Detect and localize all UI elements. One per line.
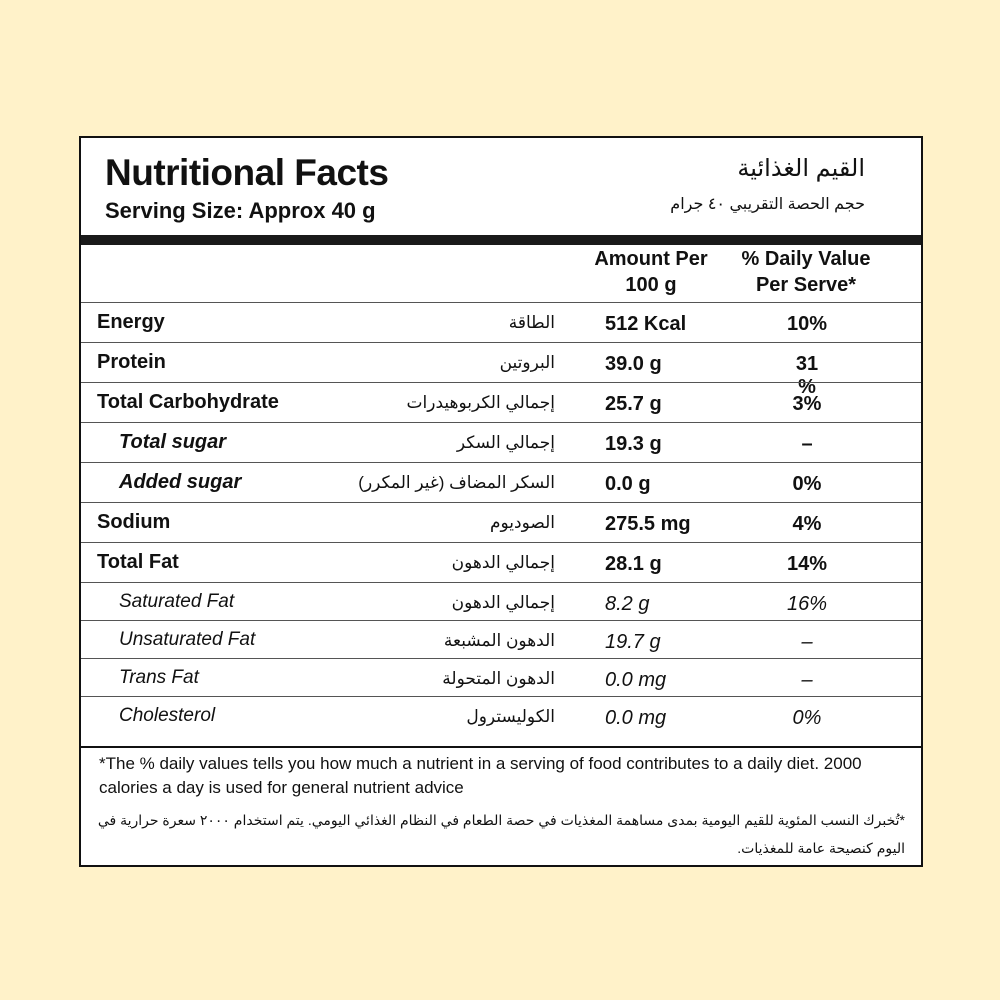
nutrient-amount: 0.0 g xyxy=(605,473,651,495)
amount-header-line2: 100 g xyxy=(625,274,677,296)
nutrient-name-arabic: الطاقة xyxy=(508,313,555,332)
nutrient-daily-value: 4% xyxy=(792,513,822,535)
label-header xyxy=(81,138,921,235)
nutrient-name-english: Trans Fat xyxy=(119,667,199,688)
nutrient-daily-value: – xyxy=(801,669,813,691)
title-arabic: القيم الغذائية xyxy=(737,155,865,182)
nutrient-name-arabic: إجمالي الدهون xyxy=(451,553,555,572)
nutrient-daily-value: 0% xyxy=(792,473,822,495)
nutrient-name-english: Unsaturated Fat xyxy=(119,629,256,650)
nutrient-amount: 25.7 g xyxy=(605,393,662,415)
nutrient-amount: 0.0 mg xyxy=(605,669,667,691)
daily-value-column-header xyxy=(726,246,886,301)
nutrient-daily-value: 3% xyxy=(792,393,822,415)
daily-header-line1: % Daily Value xyxy=(741,248,871,270)
title-english: Nutritional Facts xyxy=(105,152,389,193)
nutrient-name-arabic: إجمالي الكربوهيدرات xyxy=(406,393,555,412)
nutrient-name-arabic: إجمالي السكر xyxy=(456,433,555,452)
nutrient-daily-value: – xyxy=(801,433,813,455)
nutrient-name-english: Saturated Fat xyxy=(119,591,235,612)
nutrient-name-english: Protein xyxy=(97,351,166,373)
table-row xyxy=(81,342,921,398)
nutrient-daily-value: 0% xyxy=(792,707,822,729)
nutrient-name-arabic: السكر المضاف (غير المكرر) xyxy=(358,473,555,492)
table-row xyxy=(81,302,921,343)
nutrient-name-english: Total Carbohydrate xyxy=(97,391,279,413)
nutrient-amount: 19.7 g xyxy=(605,631,661,653)
footnote-english: *The % daily values tells you how much a nutrient in a serving of food contributes to a daily diet. 2000 calories a day is used for general nutrient advice xyxy=(99,754,862,797)
nutrient-amount: 512 Kcal xyxy=(605,313,687,335)
nutrient-name-english: Added sugar xyxy=(119,471,242,493)
nutrient-amount: 39.0 g xyxy=(605,353,662,375)
nutrient-amount: 275.5 mg xyxy=(605,513,691,535)
table-row xyxy=(81,502,921,543)
nutrient-name-english: Total Fat xyxy=(97,551,179,573)
table-row xyxy=(81,462,921,503)
nutrient-name-arabic: الدهون المتحولة xyxy=(442,669,555,688)
amount-column-header xyxy=(581,246,721,301)
nutrient-name-arabic: إجمالي الدهون xyxy=(451,593,555,612)
header-divider xyxy=(81,235,921,245)
table-row xyxy=(81,582,921,621)
nutrient-daily-value: – xyxy=(801,631,813,653)
nutrition-label xyxy=(79,136,923,867)
nutrient-daily-value: 16% xyxy=(787,593,828,615)
table-row xyxy=(81,422,921,463)
nutrient-amount: 28.1 g xyxy=(605,553,662,575)
nutrient-amount: 0.0 mg xyxy=(605,707,667,729)
nutrient-name-arabic: الكوليسترول xyxy=(466,707,555,726)
amount-header-line1: Amount Per xyxy=(594,248,708,270)
nutrient-amount: 19.3 g xyxy=(605,433,662,455)
nutrient-name-arabic: الدهون المشبعة xyxy=(443,631,555,650)
table-row xyxy=(81,620,921,659)
footnote-arabic: *تُخبرك النسب المئوية للقيم اليومية بمدى مساهمة المغذيات في حصة الطعام في النظام الغذائي اليومي. يتم استخدام ٢٠٠٠ سعرة حرارية في اليوم كنصيحة عامة للمغذيات. xyxy=(97,812,905,856)
table-row xyxy=(81,382,921,423)
nutrient-daily-value: 31 % xyxy=(795,353,819,398)
table-row xyxy=(81,696,921,747)
nutrient-name-english: Sodium xyxy=(97,511,171,533)
nutrient-name-arabic: البروتين xyxy=(499,353,555,372)
serving-size-english: Serving Size: Approx 40 g xyxy=(105,198,376,223)
daily-header-line2: Per Serve* xyxy=(755,274,857,296)
nutrient-name-english: Energy xyxy=(97,311,165,333)
footnote-divider xyxy=(81,746,921,748)
serving-size-arabic: حجم الحصة التقريبي ٤٠ جرام xyxy=(670,196,865,213)
table-row xyxy=(81,658,921,697)
table-row xyxy=(81,542,921,583)
nutrient-name-english: Total sugar xyxy=(119,431,227,453)
nutrient-amount: 8.2 g xyxy=(605,593,650,615)
nutrient-daily-value: 10% xyxy=(787,313,828,335)
nutrient-daily-value: 14% xyxy=(787,553,828,575)
nutrient-name-arabic: الصوديوم xyxy=(489,513,555,532)
nutrient-name-english: Cholesterol xyxy=(119,705,216,726)
